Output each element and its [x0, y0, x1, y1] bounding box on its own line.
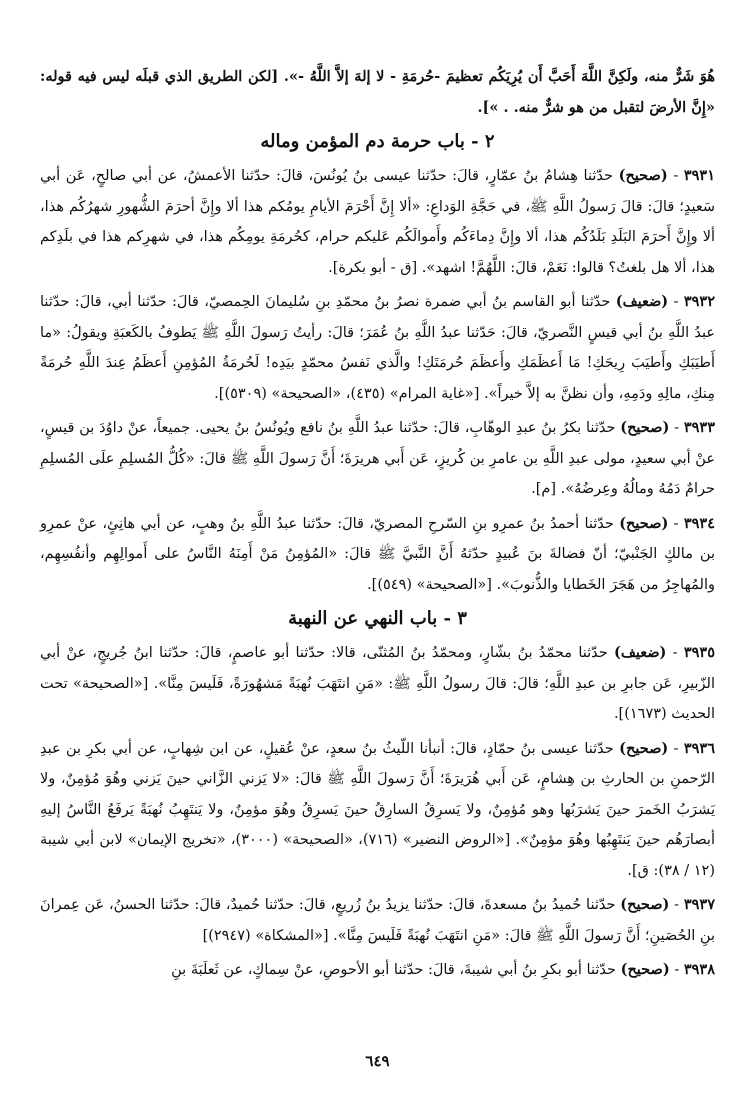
hadith-grade: (صحيح) — [620, 419, 670, 436]
hadith-number: ٣٩٣١ — [683, 167, 715, 184]
hadith-number: ٣٩٣٦ — [683, 739, 716, 757]
hadith-3936: ٣٩٣٦ - (صحيح) حدّثنا عيسى بنُ حمّادٍ، قالَ: أنبأنا اللّيثُ بنُ سعدٍ، عنْ عُقيلٍ، عن ابن شِهابٍ، عن أبي بكرِ بن عبدِ الرّحمنِ بن الحارثِ بن هِشامٍ، عَن أَبي هُرَيرَةَ؛ أَنَّ رَسولَ اللَّهِ ﷺ قالَ: «لا يَزني الزَّاني حينَ يَزني وهُوَ مُؤمِنٌ، ولا يَشرَبُ الخَمرَ حينَ يَشرَبُها وهو مُؤمِنٌ، ولا يَسرِقُ السارِقُ حينَ يَسرِقُ وهُوَ مؤمِنٌ، ولا يَنتَهِبُ نُهبَةً يَرفَعُ النَّاسُ إليهِ أبصارَهُم حينَ يَنتَهِبُها وهُوَ مؤمِنٌ». [«الروض النضير» (٧١٦)، «الصحيحة» (٣٠٠٠)، «تخريج الإيمان» لابن أبي شيبة (١٢ / ٣٨): ق]. — [40, 739, 716, 879]
section-heading-3: ٣ - باب النهي عن النهبة — [288, 608, 467, 629]
intro-paragraph — [40, 62, 715, 123]
page-number: ٦٤٩ — [365, 1052, 390, 1070]
intro-text: هُوَ شَرٌّ منه، ولَكِنَّ اللَّهَ أَحَبَّ أَن يُرِيَكُم تعظيمَ -حُرمَةِ - لا إلهَ إلاَّ اللَّهُ -». [لكن الطريق الذي قبلَه ليس فيه قوله: «إِنَّ الأرضَ لتقبل من هو شرٌّ منه. . »]. — [40, 68, 715, 116]
hadith-text: حدّثنا بكرُ بنُ عبدِ الوهّابِ، قالَ: حدّثنا عبدُ اللَّهِ بنُ نافع ويُونُسُ بنُ يحيى. جميعاً، عنْ داوُدَ بن قيسٍ، عنْ أبي سعيدٍ، مولى عبدِ اللَّهِ بن عامرِ بن كُريزٍ، عَن أَبي هريرَةَ؛ أَنَّ رَسولَ اللَّهِ ﷺ قالَ: «كُلُّ المُسلِمِ علَى المُسلِمِ حرامٌ دَمُهُ ومالُهُ وعِرضُهُ». [م]. — [40, 420, 715, 497]
hadith-text: حدّثنا هِشامُ بنُ عمّارٍ، قالَ: حدّثنا عيسى بنُ يُونُسَ، قالَ: حدّثنا الأعمشُ، عن أبي صالحٍ، عَن أبي سَعيدٍ؛ قالَ: قالَ رَسولُ اللَّهِ ﷺ، في حَجَّةِ الوَداعِ: «ألا إِنَّ أَحْرَمَ الأيامِ يومُكم هذا ألا وإِنَّ أحرَمَ الشُّهورِ شهرُكُم هذا، ألا وإِنَّ أَحرَمَ البَلَدِ بَلَدُكُم هذا، ألا وإِنَّ دِماءَكُم وأَموالَكُم عَليكم حرام، كحُرمَةِ يومِكُم هذا، في شهرِكم هذا في بلَدِكم هذا، ألا هل بلغتُ؟ قالوا: نَعَمْ، قالَ: اللَّهُمَّ! اشهد». [ق - أبو بكرة]. — [40, 168, 715, 276]
hadith-grade: (صحيح) — [618, 167, 668, 184]
hadith-3935: ٣٩٣٥ - (ضعيف) حدّثنا محمّدُ بنُ بشّارٍ، ومحمّدُ بنُ المُثنّى، قالا: حدّثنا أبو عاصمٍ، قالَ: حدّثنا ابنُ جُريجٍ، عنْ أبي الزّبيرِ، عَن جابرِ بن عبدِ اللَّهِ؛ قالَ: قالَ رسولُ اللَّهِ ﷺ: «مَنِ انتَهَبَ نُهبَةً مَشهُورَةً، فَلَيسَ مِنَّا». [«الصحيحة» تحت الحديث (١٦٧٣)]. — [40, 644, 716, 722]
hadith-number: ٣٩٣٥ — [683, 644, 716, 661]
hadith-text: حدّثنا حُميدُ بنُ مسعدةَ، قالَ: حدّثنا يزيدُ بنُ زُريعٍ، قالَ: حدّثنا حُميدٌ، قالَ: حدّثنا الحسنُ، عَن عِمرانَ بنِ الحُصَينِ؛ أَنَّ رَسولَ اللَّهِ ﷺ قالَ: «مَنِ انتَهَبَ نُهبَةً فَلَيسَ مِنَّا». [«المشكاة» (٢٩٤٧)] — [40, 897, 715, 944]
section-heading-2: ٢ - باب حرمة دم المؤمن وماله — [260, 131, 495, 152]
hadith-text: حدّثنا محمّدُ بنُ بشّارٍ، ومحمّدُ بنُ المُثنّى، قالا: حدّثنا أبو عاصمٍ، قالَ: حدّثنا ابنُ جُريجٍ، عنْ أبي الزّبيرِ، عَن جابرِ بن عبدِ اللَّهِ؛ قالَ: قالَ رسولُ اللَّهِ ﷺ: «مَنِ انتَهَبَ نُهبَةً مَشهُورَةً، فَلَيسَ مِنَّا». [«الصحيحة» تحت الحديث (١٦٧٣)]. — [40, 645, 715, 722]
hadith-number: ٣٩٣٤ — [683, 514, 715, 532]
hadith-text: حدّثنا عيسى بنُ حمّادٍ، قالَ: أنبأنا اللّيثُ بنُ سعدٍ، عنْ عُقيلٍ، عن ابن شِهابٍ، عن أبي بكرِ بن عبدِ الرّحمنِ بن الحارثِ بن هِشامٍ، عَن أَبي هُرَيرَةَ؛ أَنَّ رَسولَ اللَّهِ ﷺ قالَ: «لا يَزني الزَّاني حينَ يَزني وهُوَ مُؤمِنٌ، ولا يَشرَبُ الخَمرَ حينَ يَشرَبُها وهو مُؤمِنٌ، ولا يَسرِقُ السارِقُ حينَ يَسرِقُ وهُوَ مؤمِنٌ، ولا يَنتَهِبُ نُهبَةً يَرفَعُ النَّاسُ إليهِ أبصارَهُم حينَ يَنتَهِبُها وهُوَ مؤمِنٌ». [«الروض النضير» (٧١٦)، «الصحيحة» (٣٠٠٠)، «تخريج الإيمان» لابن أبي شيبة (١٢ / ٣٨): ق]. — [40, 740, 715, 879]
hadith-number: ٣٩٣٧ — [683, 896, 715, 913]
hadith-3934: ٣٩٣٤ - (صحيح) حدّثنا أحمدُ بنُ عمرِو بنِ السّرحِ المصريّ، قالَ: حدّثنا عبدُ اللَّهِ بنُ وهبٍ، عن أبي هانِئٍ، عنْ عمرِو بن مالكٍ الجَنْبيّ؛ أنّ فضالةَ بنَ عُبيدٍ حدّثهُ أَنَّ النَّبيَّ ﷺ قالَ: «المُؤمِنُ مَنْ أَمِنَهُ النَّاسُ على أَموالِهِم وأنفُسِهِم، والمُهاجِرُ من هَجَرَ الخَطايا والذُّنوبَ». [«الصحيحة» (٥٤٩)]. — [40, 514, 715, 593]
hadith-grade: (صحيح) — [619, 514, 669, 532]
hadith-3938: ٣٩٣٨ - (صحيح) حدّثنا أبو بكرِ بنُ أبي شيبةَ، قالَ: حدّثنا أبو الأحوصِ، عنْ سِماكٍ، عن ثَعلَبَةَ بنِ — [171, 961, 715, 978]
hadith-grade: (صحيح) — [620, 896, 670, 913]
hadith-number: ٣٩٣٨ — [683, 961, 715, 978]
hadith-3931: ٣٩٣١ - (صحيح) حدّثنا هِشامُ بنُ عمّارٍ، قالَ: حدّثنا عيسى بنُ يُونُسَ، قالَ: حدّثنا الأعمشُ، عن أبي صالحٍ، عَن أبي سَعيدٍ؛ قالَ: قالَ رَسولُ اللَّهِ ﷺ، في حَجَّةِ الوَداعِ: «ألا إِنَّ أَحْرَمَ الأيامِ يومُكم هذا ألا وإِنَّ أحرَمَ الشُّهورِ شهرُكُم هذا، ألا وإِنَّ أَحرَمَ البَلَدِ بَلَدُكُم هذا، ألا وإِنَّ دِماءَكُم وأَموالَكُم عَليكم حرام، كحُرمَةِ يومِكُم هذا، في شهرِكم هذا في بلَدِكم هذا، ألا هل بلغتُ؟ قالوا: نَعَمْ، قالَ: اللَّهُمَّ! اشهد». [ق - أبو بكرة]. — [40, 167, 715, 276]
hadith-grade: (صحيح) — [619, 739, 669, 757]
hadith-3937: ٣٩٣٧ - (صحيح) حدّثنا حُميدُ بنُ مسعدةَ، قالَ: حدّثنا يزيدُ بنُ زُريعٍ، قالَ: حدّثنا حُميدٌ، قالَ: حدّثنا الحسنُ، عَن عِمرانَ بنِ الحُصَينِ؛ أَنَّ رَسولَ اللَّهِ ﷺ قالَ: «مَنِ انتَهَبَ نُهبَةً فَلَيسَ مِنَّا». [«المشكاة» (٢٩٤٧)] — [40, 896, 715, 944]
hadith-text: حدّثنا أبو بكرِ بنُ أبي شيبةَ، قالَ: حدّثنا أبو الأحوصِ، عنْ سِماكٍ، عن ثَعلَبَةَ بنِ — [171, 962, 616, 978]
hadith-grade: (صحيح) — [620, 961, 670, 978]
hadith-grade: (ضعيف) — [615, 293, 669, 310]
hadith-3932: ٣٩٣٢ - (ضعيف) حدّثنا أبو القاسم بنُ أبي ضمرة نصرُ بنُ محمّدِ بنِ سُليمانَ الحِمصيّ، قالَ: حدّثنا أبي، قالَ: حدّثنا عبدُ اللَّهِ بنُ أبي قيسٍ النَّصريّ، قالَ: حَدّثنا عبدُ اللَّهِ بنُ عُمَرَ؛ قالَ: رأيتُ رَسولَ اللَّهِ ﷺ يَطوفُ بالكَعبَةِ ويقولُ: «ما أَطيَبَكِ وأَطيَبَ رِيحَكِ! مَا أَعظَمَكِ وأَعظَمَ حُرمَتَكِ! والَّذي نَفسُ محمّدٍ بيَدِه! لَحُرمَةُ المُؤمِنِ أَعظَمُ عِندَ اللَّهِ حُرمَةً مِنكِ، مالِهِ ودَمِهِ، وأن نظنَّ به إلاَّ خيراً». [«غاية المرام» (٤٣٥)، «الصحيحة» (٥٣٠٩)]. — [40, 293, 716, 402]
hadith-grade: (ضعيف) — [614, 644, 667, 661]
hadith-text: حدّثنا أبو القاسم بنُ أبي ضمرة نصرُ بنُ محمّدِ بنِ سُليمانَ الحِمصيّ، قالَ: حدّثنا أبي، قالَ: حدّثنا عبدُ اللَّهِ بنُ أبي قيسٍ النَّصريّ، قالَ: حَدّثنا عبدُ اللَّهِ بنُ عُمَرَ؛ قالَ: رأيتُ رَسولَ اللَّهِ ﷺ يَطوفُ بالكَعبَةِ ويقولُ: «ما أَطيَبَكِ وأَطيَبَ رِيحَكِ! مَا أَعظَمَكِ وأَعظَمَ حُرمَتَكِ! والَّذي نَفسُ محمّدٍ بيَدِه! لَحُرمَةُ المُؤمِنِ أَعظَمُ عِندَ اللَّهِ حُرمَةً مِنكِ، مالِهِ ودَمِهِ، وأن نظنَّ به إلاَّ خيراً». [«غاية المرام» (٤٣٥)، «الصحيحة» (٥٣٠٩)]. — [40, 294, 715, 402]
hadith-number: ٣٩٣٢ — [683, 293, 716, 310]
hadith-number: ٣٩٣٣ — [683, 419, 715, 436]
hadith-3933: ٣٩٣٣ - (صحيح) حدّثنا بكرُ بنُ عبدِ الوهّابِ، قالَ: حدّثنا عبدُ اللَّهِ بنُ نافع ويُونُسُ بنُ يحيى. جميعاً، عنْ داوُدَ بن قيسٍ، عنْ أبي سعيدٍ، مولى عبدِ اللَّهِ بن عامرِ بن كُريزٍ، عَن أَبي هريرَةَ؛ أَنَّ رَسولَ اللَّهِ ﷺ قالَ: «كُلُّ المُسلِمِ علَى المُسلِمِ حرامٌ دَمُهُ ومالُهُ وعِرضُهُ». [م]. — [40, 419, 715, 497]
page-body — [40, 62, 715, 990]
hadith-text: حدّثنا أحمدُ بنُ عمرِو بنِ السّرحِ المصريّ، قالَ: حدّثنا عبدُ اللَّهِ بنُ وهبٍ، عن أبي هانِئٍ، عنْ عمرِو بن مالكٍ الجَنْبيّ؛ أنّ فضالةَ بنَ عُبيدٍ حدّثهُ أَنَّ النَّبيَّ ﷺ قالَ: «المُؤمِنُ مَنْ أَمِنَهُ النَّاسُ على أَموالِهِم وأنفُسِهِم، والمُهاجِرُ من هَجَرَ الخَطايا والذُّنوبَ». [«الصحيحة» (٥٤٩)]. — [40, 515, 715, 593]
